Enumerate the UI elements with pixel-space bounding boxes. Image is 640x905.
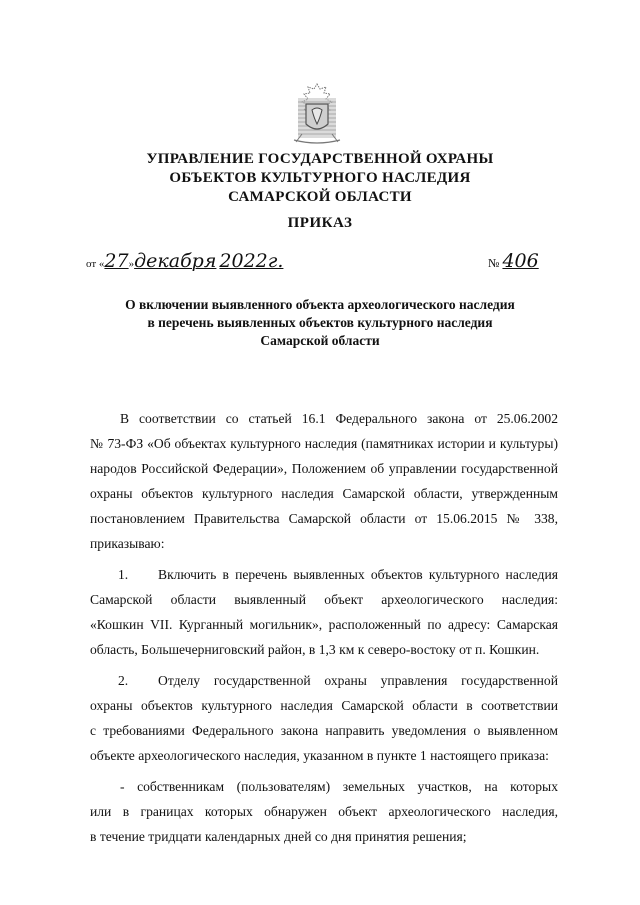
body-line: с требованиями Федерального закона направить уведомления о выявленном (90, 723, 558, 738)
date-day: 27 (104, 250, 129, 272)
body-line: Отделу государственной охраны управления государственной (158, 673, 558, 688)
date-mid: » (128, 258, 135, 270)
date-prefix: от « (86, 258, 105, 270)
date-month: декабря (134, 250, 217, 272)
body-line: постановлением Правительства Самарской области от 15.06.2015 № 338, (90, 511, 558, 526)
title-line-1: О включении выявленного объекта археологического наследия (125, 297, 515, 312)
agency-line-3: САМАРСКОЙ ОБЛАСТИ (228, 189, 412, 205)
document-number (488, 250, 539, 272)
body-line: Самарской области выявленный объект археологического наследия: (90, 592, 558, 607)
title-line-2: в перечень выявленных объектов культурного наследия (147, 315, 493, 330)
body-line: объекте археологического наследия, указанном в пункте 1 настоящего приказа: (90, 748, 549, 763)
item-number: 1. (118, 567, 129, 582)
body-line: охраны объектов культурного наследия Самарской области в соответствии (90, 698, 558, 713)
agency-line-2: ОБЪЕКТОВ КУЛЬТУРНОГО НАСЛЕДИЯ (169, 170, 471, 186)
agency-line-1: УПРАВЛЕНИЕ ГОСУДАРСТВЕННОЙ ОХРАНЫ (146, 151, 494, 167)
body-line: Включить в перечень выявленных объектов культурного наследия (158, 567, 558, 582)
date-year: 2022г. (219, 250, 284, 272)
item-number: 2. (118, 673, 129, 688)
body-line: в течение тридцати календарных дней со дня принятия решения; (90, 829, 467, 844)
body-line: «Кошкин VII. Курганный могильник», расположенный по адресу: Самарская (90, 617, 558, 632)
body-line: область, Большечерниговский район, в 1,3 км к северо-востоку от п. Кошкин. (90, 642, 540, 657)
body-line: приказываю: (90, 536, 165, 551)
body-line: № 73-ФЗ «Об объектах культурного наследия (памятниках истории и культуры) (90, 436, 558, 451)
title-line-3: Самарской области (260, 333, 380, 348)
coat-of-arms-icon (284, 80, 350, 150)
body-line: народов Российской Федерации», Положением об управлении государственной (90, 461, 558, 476)
body-line: - собственникам (пользователям) земельных участков, на которых (120, 779, 558, 794)
document-type: ПРИКАЗ (287, 215, 353, 231)
body-line: охраны объектов культурного наследия Самарской области, утвержденным (90, 486, 558, 501)
number-value: 406 (502, 250, 539, 272)
body-line: В соответствии со статьей 16.1 Федерального закона от 25.06.2002 (120, 411, 558, 426)
body-line: или в границах которых обнаружен объект археологического наследия, (90, 804, 558, 819)
document-date (86, 250, 283, 272)
number-prefix: № (488, 256, 500, 270)
